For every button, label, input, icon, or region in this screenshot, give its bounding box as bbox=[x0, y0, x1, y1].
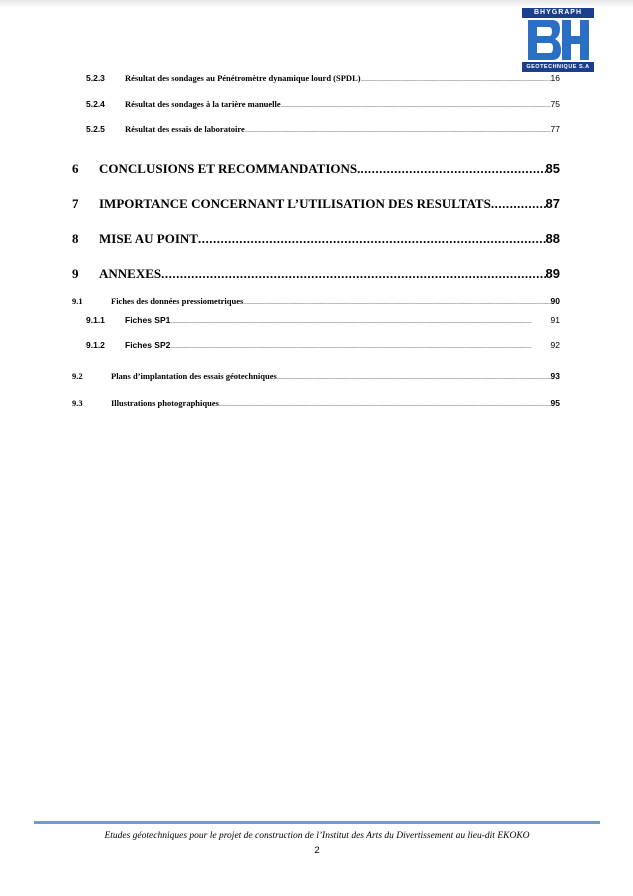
toc-entry[interactable] bbox=[86, 99, 560, 109]
toc-leader bbox=[161, 266, 545, 282]
toc-page: 93 bbox=[550, 371, 560, 381]
toc-page: 16 bbox=[550, 73, 560, 83]
toc-title: MISE AU POINT bbox=[99, 231, 198, 246]
toc-title: Fiches SP1 bbox=[125, 315, 171, 325]
toc-entry[interactable] bbox=[72, 296, 560, 306]
toc-entry[interactable] bbox=[72, 196, 560, 212]
company-logo bbox=[522, 8, 594, 72]
toc-entry[interactable] bbox=[72, 371, 560, 381]
toc-number: 9.3 bbox=[72, 398, 83, 408]
toc-page: 92 bbox=[550, 340, 560, 350]
toc-page: 95 bbox=[550, 398, 560, 408]
toc-number: 6 bbox=[72, 161, 79, 176]
toc-leader bbox=[198, 231, 546, 247]
toc-number: 9.1.2 bbox=[86, 340, 105, 350]
toc-number: 5.2.5 bbox=[86, 124, 105, 134]
page-number: 2 bbox=[314, 845, 320, 856]
toc-leader bbox=[243, 301, 550, 306]
toc-title: IMPORTANCE CONCERNANT L’UTILISATION DES RESULTATS bbox=[99, 196, 491, 211]
toc-number: 5.2.4 bbox=[86, 99, 105, 109]
toc-number: 9.1.1 bbox=[86, 315, 105, 325]
toc-page: 91 bbox=[550, 315, 560, 325]
footer-rule bbox=[34, 821, 600, 824]
toc-number: 9 bbox=[72, 266, 79, 281]
toc-title: Résultat des sondages au Pénétromètre dynamique lourd (SPDL) bbox=[125, 73, 361, 83]
toc-leader bbox=[170, 345, 550, 350]
toc-number: 9.2 bbox=[72, 371, 83, 381]
toc-entry[interactable] bbox=[72, 398, 560, 408]
toc-title: Fiches des données pressiometriques bbox=[111, 296, 244, 306]
toc-title: Plans d’implantation des essais géotechniques bbox=[111, 371, 277, 381]
toc-entry[interactable] bbox=[72, 231, 560, 247]
toc-leader bbox=[361, 78, 551, 83]
toc-title: ANNEXES bbox=[99, 266, 162, 281]
toc-number: 9.1 bbox=[72, 296, 83, 306]
toc-leader bbox=[360, 161, 545, 177]
toc-entry[interactable] bbox=[86, 73, 560, 83]
toc-leader bbox=[170, 320, 550, 325]
toc-title: Fiches SP2 bbox=[125, 340, 171, 350]
toc-leader bbox=[277, 376, 551, 381]
toc-title: Résultat des sondages à la tarière manuelle bbox=[125, 99, 281, 109]
logo-top-band: BHYGRAPH bbox=[522, 8, 594, 18]
toc-title: Illustrations photographiques bbox=[111, 398, 219, 408]
toc-entry[interactable] bbox=[72, 266, 560, 282]
toc-leader bbox=[281, 104, 551, 109]
toc-leader bbox=[245, 129, 551, 134]
toc-entry[interactable] bbox=[72, 161, 560, 177]
logo-bh-mark bbox=[522, 18, 594, 62]
toc-leader bbox=[491, 196, 546, 212]
toc-number: 7 bbox=[72, 196, 79, 211]
toc-page: 87 bbox=[545, 196, 560, 211]
toc-entry[interactable] bbox=[86, 340, 560, 350]
toc-page: 88 bbox=[545, 231, 560, 246]
toc-page: 89 bbox=[545, 266, 560, 281]
toc-page: 77 bbox=[550, 124, 560, 134]
toc-page: 75 bbox=[550, 99, 560, 109]
toc-entry[interactable] bbox=[86, 124, 560, 134]
footer-text: Etudes géotechniques pour le projet de construction de l’Institut des Arts du Divertissement au lieu-dit EKOKO bbox=[104, 831, 530, 841]
toc-leader bbox=[219, 403, 551, 408]
toc-page: 90 bbox=[550, 296, 560, 306]
logo-bottom-band: GEOTECHNIQUE S.A bbox=[522, 62, 594, 72]
toc-title: Résultat des essais de laboratoire bbox=[125, 124, 245, 134]
toc-page: 85 bbox=[545, 161, 560, 176]
toc-number: 5.2.3 bbox=[86, 73, 105, 83]
toc-entry[interactable] bbox=[86, 315, 560, 325]
page-top-shadow bbox=[0, 0, 633, 8]
toc-title: CONCLUSIONS ET RECOMMANDATIONS. bbox=[99, 161, 361, 176]
toc-number: 8 bbox=[72, 231, 79, 246]
